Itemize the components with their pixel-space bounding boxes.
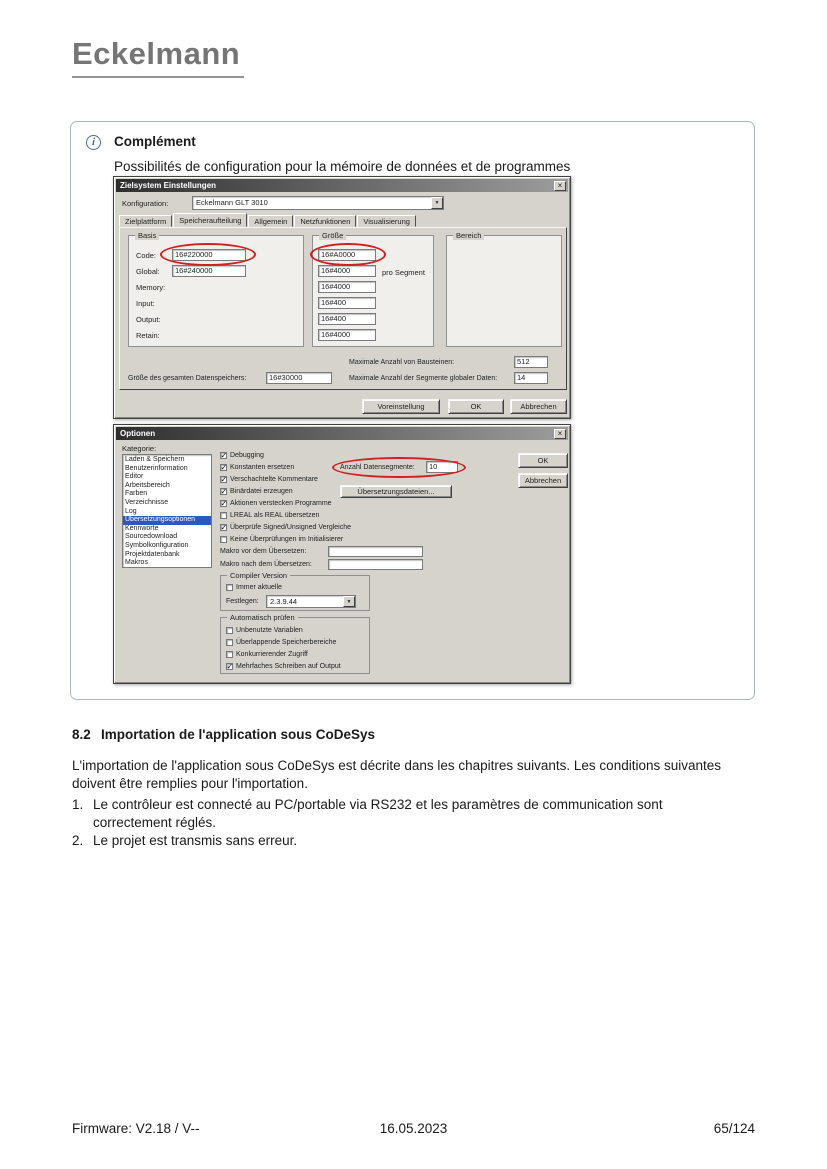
checkbox-label: Überprüfe Signed/Unsigned Vergleiche bbox=[230, 524, 352, 531]
voreinstellung-button[interactable]: Voreinstellung bbox=[362, 399, 440, 414]
checkbox-label: Mehrfaches Schreiben auf Output bbox=[236, 663, 341, 670]
checkbox-aktionen-verstecken[interactable] bbox=[220, 499, 332, 508]
category-item-arbeitsbereich[interactable]: Arbeitsbereich bbox=[125, 481, 170, 489]
checkbox-icon[interactable] bbox=[220, 488, 227, 495]
footer-page-number: 65/124 bbox=[713, 1121, 756, 1136]
checkbox-icon[interactable] bbox=[220, 464, 227, 471]
combo-arrow-icon[interactable]: ▼ bbox=[343, 596, 355, 607]
checkbox-icon[interactable] bbox=[226, 651, 233, 658]
category-item-kennworte[interactable]: Kennworte bbox=[125, 524, 159, 532]
makro-nach-label: Makro nach dem Übersetzen: bbox=[220, 561, 312, 568]
checkbox-icon[interactable] bbox=[220, 452, 227, 459]
category-item-laden[interactable]: Laden & Speichern bbox=[125, 456, 185, 463]
tab-allgemein[interactable]: Allgemein bbox=[248, 215, 293, 227]
datensegmente-label: Anzahl Datensegmente: bbox=[340, 464, 415, 471]
optionen-dialog bbox=[113, 424, 571, 684]
segmente-field[interactable]: 14 bbox=[514, 372, 548, 384]
festlegen-label: Festlegen: bbox=[226, 598, 259, 605]
checkbox-icon[interactable] bbox=[226, 663, 233, 670]
retain-size-field[interactable]: 16#4000 bbox=[318, 329, 376, 341]
group-basis-legend: Basis bbox=[135, 231, 159, 240]
checkbox-icon[interactable] bbox=[226, 627, 233, 634]
category-item-symbolkonfiguration[interactable]: Symbolkonfiguration bbox=[125, 541, 189, 549]
checkbox-icon[interactable] bbox=[220, 500, 227, 507]
group-auto-legend: Automatisch prüfen bbox=[227, 613, 298, 622]
logo-text: Eckelmann bbox=[72, 36, 241, 71]
checkbox-icon[interactable] bbox=[226, 584, 233, 591]
category-item-farben[interactable]: Farben bbox=[125, 490, 148, 498]
checkbox-label: Debugging bbox=[230, 452, 264, 459]
max-bausteine-label: Maximale Anzahl von Bausteinen: bbox=[349, 359, 455, 366]
output-size-field[interactable]: 16#400 bbox=[318, 313, 376, 325]
footer-firmware: Firmware: V2.18 / V-- bbox=[72, 1121, 200, 1136]
checkbox-label: Keine Überprüfungen im Initialisierer bbox=[230, 536, 344, 543]
group-bereich bbox=[446, 231, 562, 347]
abbrechen-button[interactable]: Abbrechen bbox=[518, 473, 568, 488]
checkbox-unbenutzte-variablen[interactable] bbox=[226, 626, 303, 635]
checkbox-label: Überlappende Speicherbereiche bbox=[236, 639, 337, 646]
tab-zielplattform[interactable]: Zielplattform bbox=[119, 215, 172, 227]
dialog1-tabs bbox=[119, 215, 417, 227]
konfiguration-label: Konfiguration: bbox=[122, 199, 169, 208]
checkbox-mehrfaches-schreiben[interactable] bbox=[226, 662, 341, 671]
tab-speicheraufteilung[interactable]: Speicheraufteilung bbox=[173, 213, 247, 227]
group-bereich-legend: Bereich bbox=[453, 231, 484, 240]
section-title: Importation de l'application sous CoDeSys bbox=[101, 727, 376, 742]
input-size-field[interactable]: 16#400 bbox=[318, 297, 376, 309]
info-icon: i bbox=[86, 135, 101, 150]
checkbox-label: Konkurrierender Zugriff bbox=[236, 651, 308, 658]
checkbox-ueberlappende-speicherbereiche[interactable] bbox=[226, 638, 336, 647]
segmente-label: Maximale Anzahl der Segmente globaler Daten: bbox=[349, 375, 498, 382]
global-size-field[interactable]: 16#4000 bbox=[318, 265, 376, 277]
category-item-editor[interactable]: Editor bbox=[125, 473, 144, 481]
konfiguration-combobox[interactable] bbox=[192, 196, 444, 210]
numbered-list bbox=[72, 796, 732, 850]
checkbox-label: Immer aktuelle bbox=[236, 584, 282, 591]
eckelmann-logo bbox=[72, 36, 244, 78]
checkbox-konkurrierender-zugriff[interactable] bbox=[226, 650, 308, 659]
row-label-code: Code: bbox=[136, 251, 157, 260]
page-footer bbox=[72, 1121, 755, 1136]
checkbox-verschachtelte-kommentare[interactable] bbox=[220, 475, 318, 484]
section-heading bbox=[72, 727, 375, 742]
info-box-text: Possibilités de configuration pour la mémoire de données et de programmes bbox=[114, 159, 571, 174]
dialog1-title: Zielsystem Einstellungen bbox=[120, 181, 217, 190]
category-item-log[interactable]: Log bbox=[125, 507, 137, 515]
list-item bbox=[72, 796, 732, 832]
category-item-verzeichnisse[interactable]: Verzeichnisse bbox=[125, 498, 169, 506]
makro-vor-field[interactable] bbox=[328, 546, 423, 557]
row-label-global: Global: bbox=[136, 267, 160, 276]
zielsystem-dialog bbox=[113, 176, 571, 419]
dialog2-titlebar[interactable] bbox=[116, 427, 568, 440]
row-label-memory: Memory: bbox=[136, 283, 166, 292]
category-item-sourcedownload[interactable]: Sourcedownload bbox=[125, 533, 178, 541]
list-item-number: 2. bbox=[72, 833, 84, 848]
compiler-version-combobox[interactable] bbox=[266, 595, 356, 608]
section-intro: L'importation de l'application sous CoDeSys est décrite dans les chapitres suivants. Les conditions suivantes doivent être remplies pour l'importation. bbox=[72, 758, 722, 791]
checkbox-binaerdatei-erzeugen[interactable] bbox=[220, 487, 293, 496]
code-basis-field[interactable]: 16#220000 bbox=[172, 249, 246, 261]
konfiguration-value: Eckelmann GLT 3010 bbox=[196, 198, 268, 207]
combo-arrow-icon[interactable]: ▼ bbox=[431, 197, 443, 209]
group-groesse-legend: Größe bbox=[319, 231, 346, 240]
info-box-title: Complément bbox=[114, 134, 196, 149]
dialog2-title: Optionen bbox=[120, 429, 156, 438]
makro-vor-label: Makro vor dem Übersetzen: bbox=[220, 548, 307, 555]
checkbox-label: Unbenutzte Variablen bbox=[236, 627, 303, 634]
section-number: 8.2 bbox=[72, 727, 91, 742]
datenspeicher-field[interactable]: 16#30000 bbox=[266, 372, 332, 384]
checkbox-icon[interactable] bbox=[226, 639, 233, 646]
checkbox-icon[interactable] bbox=[220, 476, 227, 483]
checkbox-label: LREAL als REAL übersetzen bbox=[230, 512, 320, 519]
code-size-field[interactable]: 16#A0000 bbox=[318, 249, 376, 261]
list-item-number: 1. bbox=[72, 797, 84, 812]
abbrechen-button[interactable]: Abbrechen bbox=[510, 399, 567, 414]
tab-netzfunktionen[interactable]: Netzfunktionen bbox=[294, 215, 356, 227]
ok-button[interactable]: OK bbox=[448, 399, 504, 414]
list-item-text: Le contrôleur est connecté au PC/portable via RS232 et les paramètres de communication sont correctement réglés. bbox=[93, 797, 663, 830]
list-item-text: Le projet est transmis sans erreur. bbox=[93, 833, 298, 848]
uebersetzungsdateien-button[interactable]: Übersetzungsdateien... bbox=[340, 485, 452, 498]
checkbox-konstanten-ersetzen[interactable] bbox=[220, 463, 294, 472]
checkbox-signed-unsigned[interactable] bbox=[220, 523, 351, 532]
checkbox-label: Konstanten ersetzen bbox=[230, 464, 295, 471]
datensegmente-field[interactable]: 10 bbox=[426, 461, 458, 473]
group-compiler-legend: Compiler Version bbox=[227, 571, 290, 580]
category-item-uebersetzungsoptionen[interactable]: Übersetzungsoptionen bbox=[123, 516, 211, 525]
checkbox-immer-aktuelle[interactable] bbox=[226, 583, 282, 592]
global-basis-field[interactable]: 16#240000 bbox=[172, 265, 246, 277]
dialog1-close-icon[interactable]: × bbox=[554, 181, 566, 191]
checkbox-lreal-als-real[interactable] bbox=[220, 511, 319, 520]
checkbox-label: Aktionen verstecken Programme bbox=[230, 500, 332, 507]
makro-nach-field[interactable] bbox=[328, 559, 423, 570]
checkbox-keine-ueberpruefungen[interactable] bbox=[220, 535, 343, 544]
category-item-benutzerinfo[interactable]: Benutzerinformation bbox=[125, 464, 188, 472]
info-box bbox=[70, 121, 755, 700]
memory-size-field[interactable]: 16#4000 bbox=[318, 281, 376, 293]
compiler-version-value: 2.3.9.44 bbox=[270, 597, 298, 606]
checkbox-debugging[interactable] bbox=[220, 451, 264, 460]
dialog1-titlebar[interactable] bbox=[116, 179, 568, 192]
tab-visualisierung[interactable]: Visualisierung bbox=[357, 215, 416, 227]
checkbox-label: Verschachtelte Kommentare bbox=[230, 476, 318, 483]
ok-button[interactable]: OK bbox=[518, 453, 568, 468]
max-bausteine-field[interactable]: 512 bbox=[514, 356, 548, 368]
category-listbox[interactable] bbox=[122, 454, 212, 568]
category-item-makros[interactable]: Makros bbox=[125, 559, 148, 567]
category-item-projektdatenbank[interactable]: Projektdatenbank bbox=[125, 550, 180, 558]
row-label-input: Input: bbox=[136, 299, 155, 308]
kategorie-label: Kategorie: bbox=[122, 444, 157, 453]
checkbox-icon[interactable] bbox=[220, 524, 227, 531]
pro-segment-label: pro Segment bbox=[382, 268, 425, 277]
dialog2-close-icon[interactable]: × bbox=[554, 429, 566, 439]
row-label-retain: Retain: bbox=[136, 331, 160, 340]
list-item bbox=[72, 832, 732, 850]
checkbox-icon[interactable] bbox=[220, 512, 227, 519]
checkbox-label: Binärdatei erzeugen bbox=[230, 488, 293, 495]
row-label-output: Output: bbox=[136, 315, 161, 324]
checkbox-icon[interactable] bbox=[220, 536, 227, 543]
datenspeicher-label: Größe des gesamten Datenspeichers: bbox=[128, 375, 247, 382]
footer-date: 16.05.2023 bbox=[379, 1121, 448, 1136]
